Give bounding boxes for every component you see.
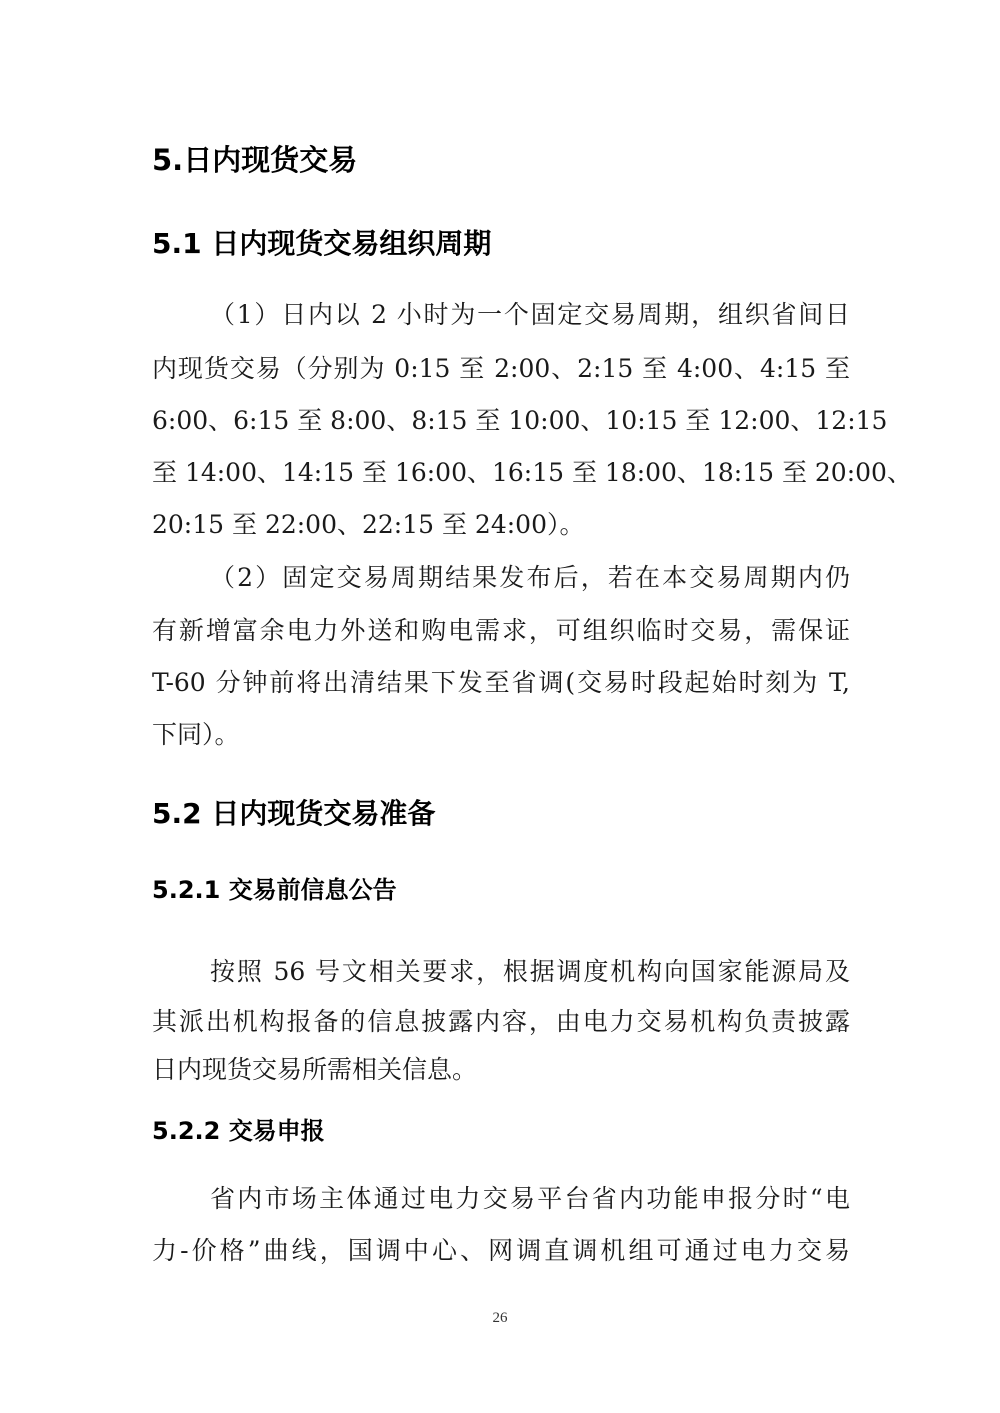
- paragraph-line: T-60 分钟前将出清结果下发至省调(交易时段起始时刻为 T,: [152, 668, 850, 697]
- paragraph-line: （1）日内以 2 小时为一个固定交易周期，组织省间日: [210, 300, 850, 329]
- paragraph-line: 省内市场主体通过电力交易平台省内功能申报分时“电: [210, 1184, 850, 1213]
- paragraph-line: 日内现货交易所需相关信息。: [152, 1055, 478, 1084]
- heading-5-2: 5.2 日内现货交易准备: [152, 797, 436, 830]
- heading-5-1: 5.1 日内现货交易组织周期: [152, 227, 492, 260]
- paragraph-line: 有新增富余电力外送和购电需求，可组织临时交易，需保证: [152, 616, 850, 645]
- paragraph-line: 力-价格”曲线，国调中心、网调直调机组可通过电力交易: [152, 1236, 850, 1265]
- paragraph-line: 下同）。: [152, 720, 240, 749]
- paragraph-line: 内现货交易（分别为 0:15 至 2:00、2:15 至 4:00、4:15 至: [152, 354, 850, 383]
- heading-5-2-1: 5.2.1 交易前信息公告: [152, 876, 397, 904]
- heading-5: 5.日内现货交易: [152, 143, 358, 177]
- page-number: 26: [492, 1310, 508, 1326]
- paragraph-line: （2）固定交易周期结果发布后，若在本交易周期内仍: [210, 563, 850, 592]
- paragraph-line: 20:15 至 22:00、22:15 至 24:00）。: [152, 510, 585, 539]
- paragraph-line: 按照 56 号文相关要求，根据调度机构向国家能源局及: [210, 957, 850, 986]
- heading-5-2-2: 5.2.2 交易申报: [152, 1117, 325, 1145]
- paragraph-line: 6:00、6:15 至 8:00、8:15 至 10:00、10:15 至 12:00、12:15: [152, 406, 888, 435]
- paragraph-line: 其派出机构报备的信息披露内容，由电力交易机构负责披露: [152, 1007, 850, 1036]
- paragraph-line: 至 14:00、14:15 至 16:00、16:15 至 18:00、18:15 至 20:00、: [152, 458, 912, 487]
